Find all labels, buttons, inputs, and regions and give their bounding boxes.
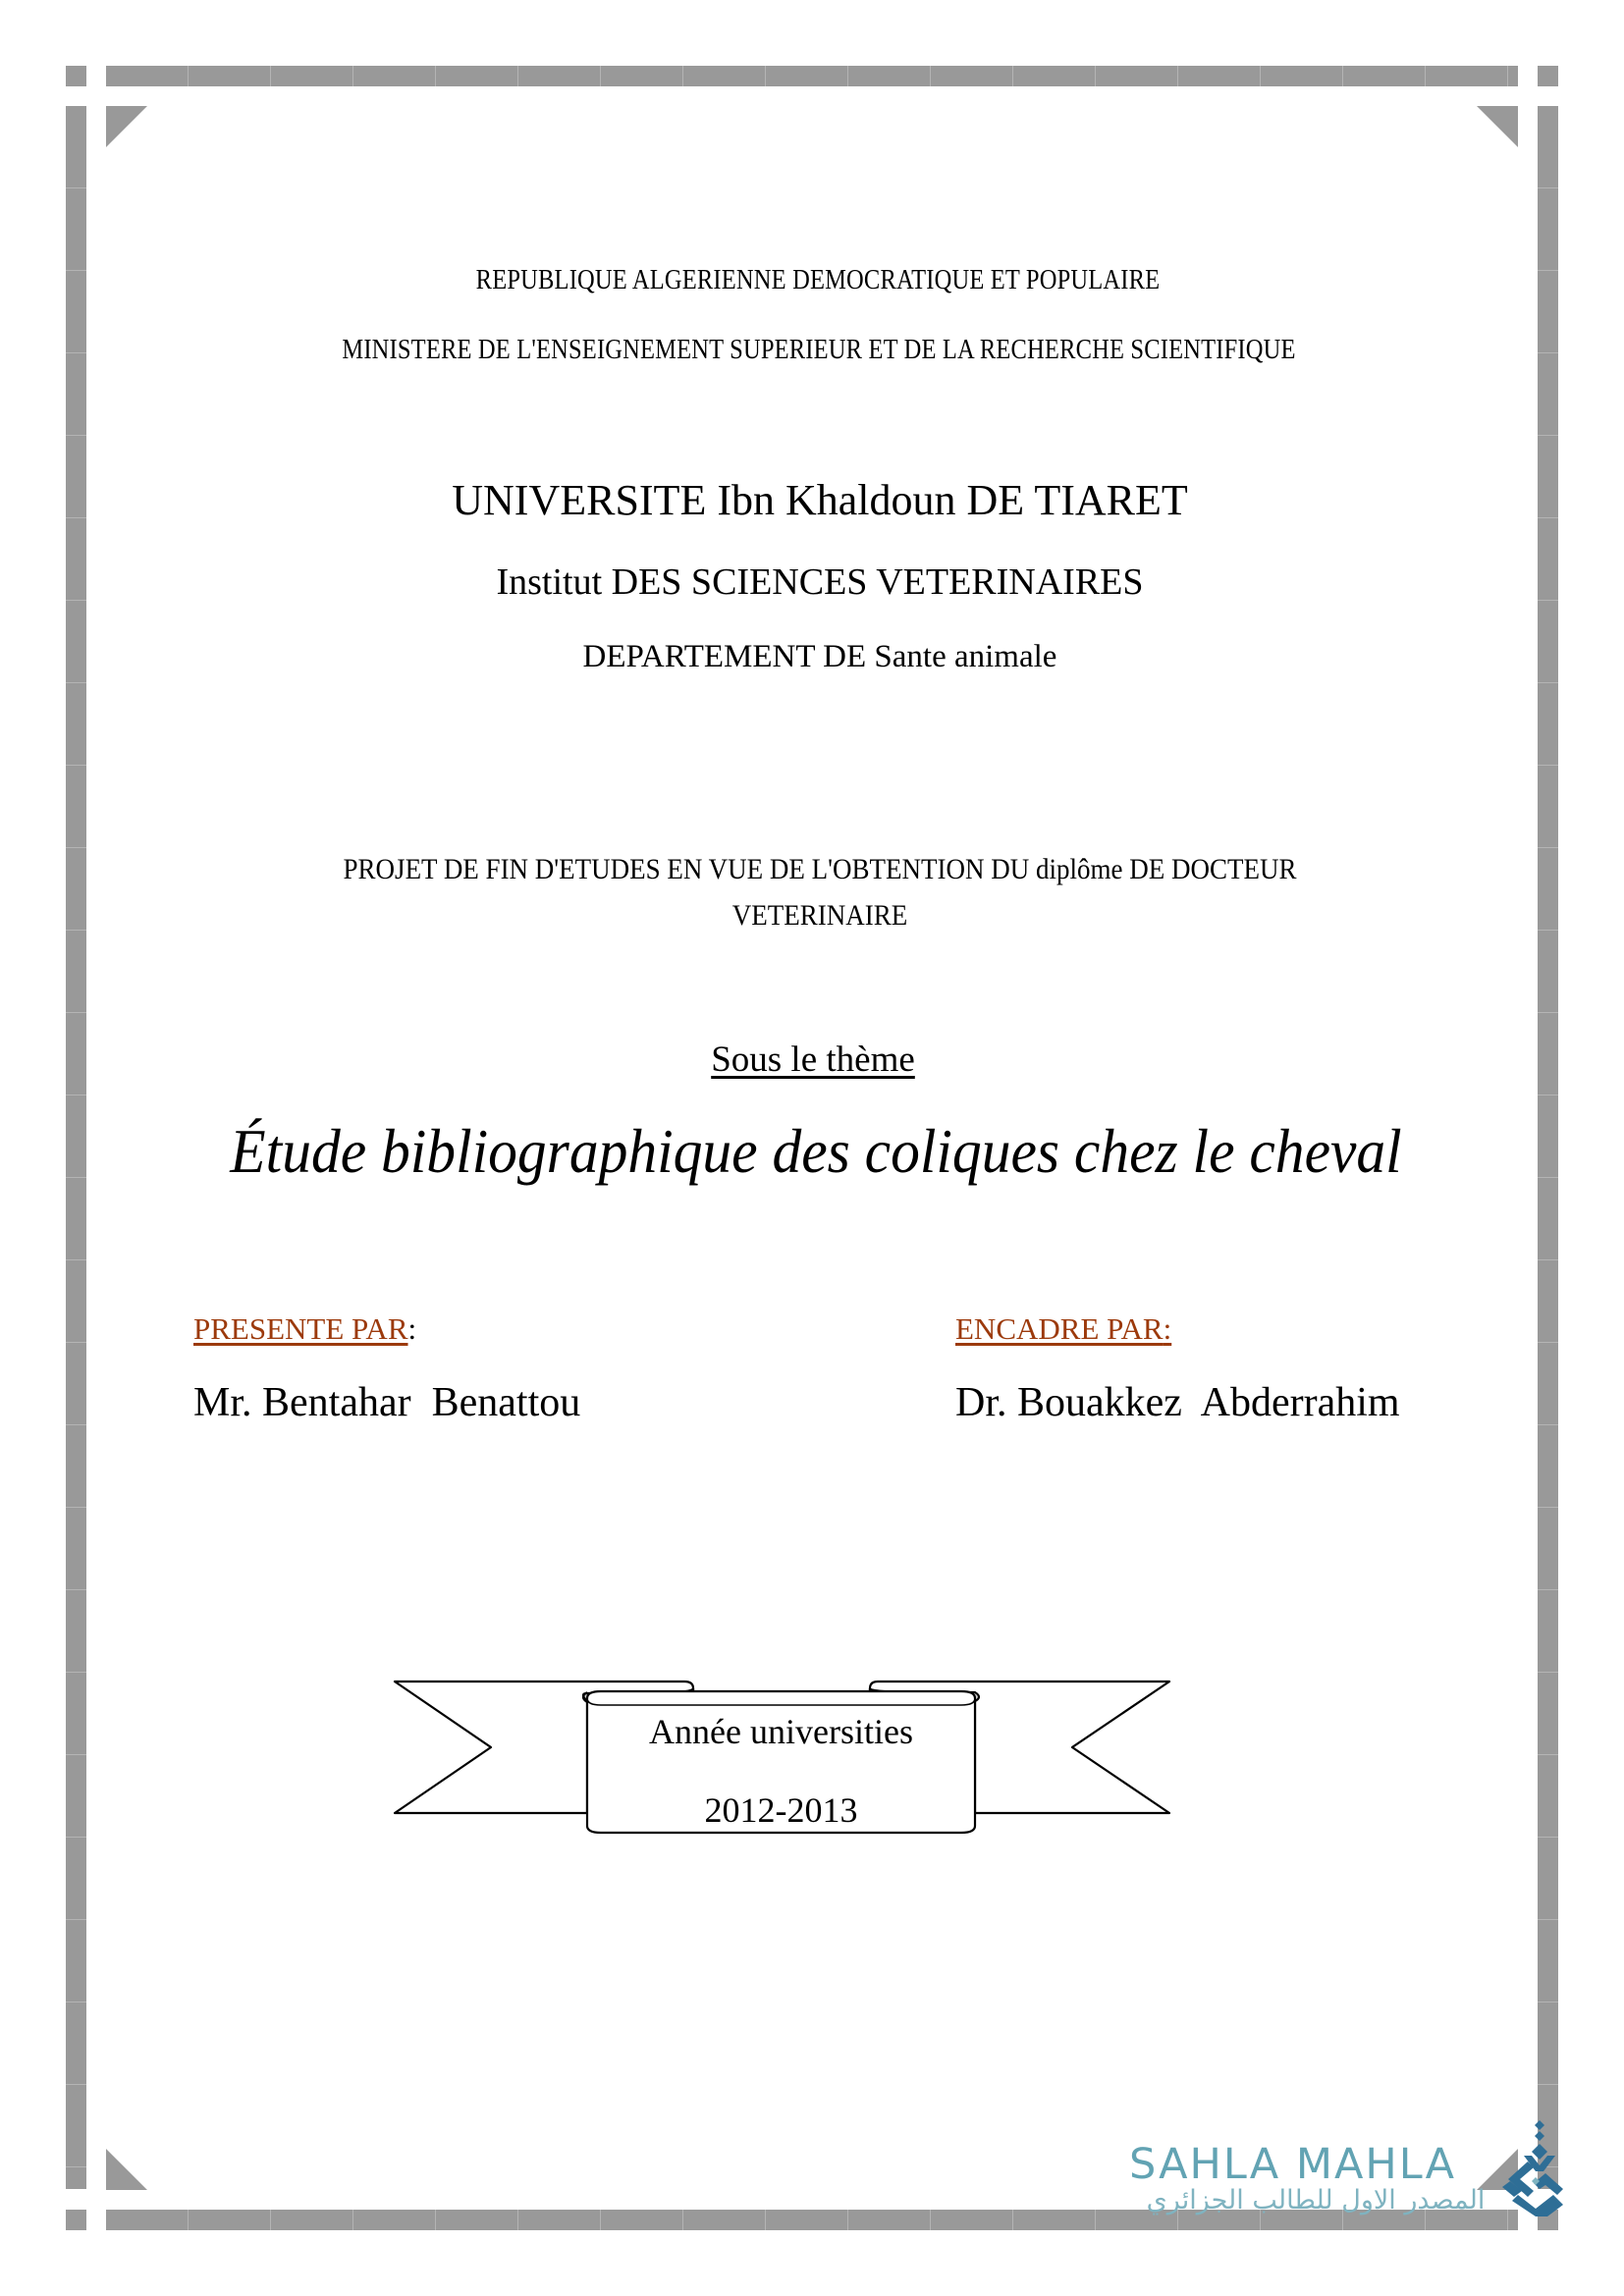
project-description-line2: VETERINAIRE [731, 899, 908, 932]
presented-by-colon: : [407, 1311, 417, 1346]
academic-year-label: Année universities [649, 1712, 913, 1751]
supervised-by-label-text: ENCADRE PAR [955, 1311, 1164, 1346]
supervised-by-colon: : [1163, 1311, 1172, 1346]
department-name: DEPARTEMENT DE Sante animale [582, 639, 1057, 674]
sahla-mahla-logo [1129, 2140, 1456, 2189]
academic-year-value: 2012-2013 [704, 1790, 858, 1830]
project-description-line1: PROJET DE FIN D'ETUDES EN VUE DE L'OBTENTION DU diplôme DE DOCTEUR [343, 853, 1297, 885]
logo-calligraphy-icon [1489, 2118, 1567, 2220]
logo-tagline: المصدر الاول للطالب الجزائري [1146, 2185, 1486, 2216]
theme-intro: Sous le thème [711, 1040, 915, 1080]
supervisor-name: Dr. Bouakkez Abderrahim [955, 1380, 1400, 1425]
ministry-heading: MINISTERE DE L'ENSEIGNEMENT SUPERIEUR ET DE LA RECHERCHE SCIENTIFIQUE [342, 335, 1296, 365]
student-name: Mr. Bentahar Benattou [193, 1380, 581, 1425]
thesis-title: Étude bibliographique des coliques chez le cheval [230, 1116, 1402, 1186]
presented-by-label-text: PRESENTE PAR [193, 1311, 408, 1346]
country-heading: REPUBLIQUE ALGERIENNE DEMOCRATIQUE ET POPULAIRE [475, 265, 1161, 295]
university-name: UNIVERSITE Ibn Khaldoun DE TIARET [452, 476, 1188, 524]
institute-name: Institut DES SCIENCES VETERINAIRES [496, 561, 1144, 603]
logo-wordmark: SAHLA MAHLA [1129, 2140, 1457, 2189]
